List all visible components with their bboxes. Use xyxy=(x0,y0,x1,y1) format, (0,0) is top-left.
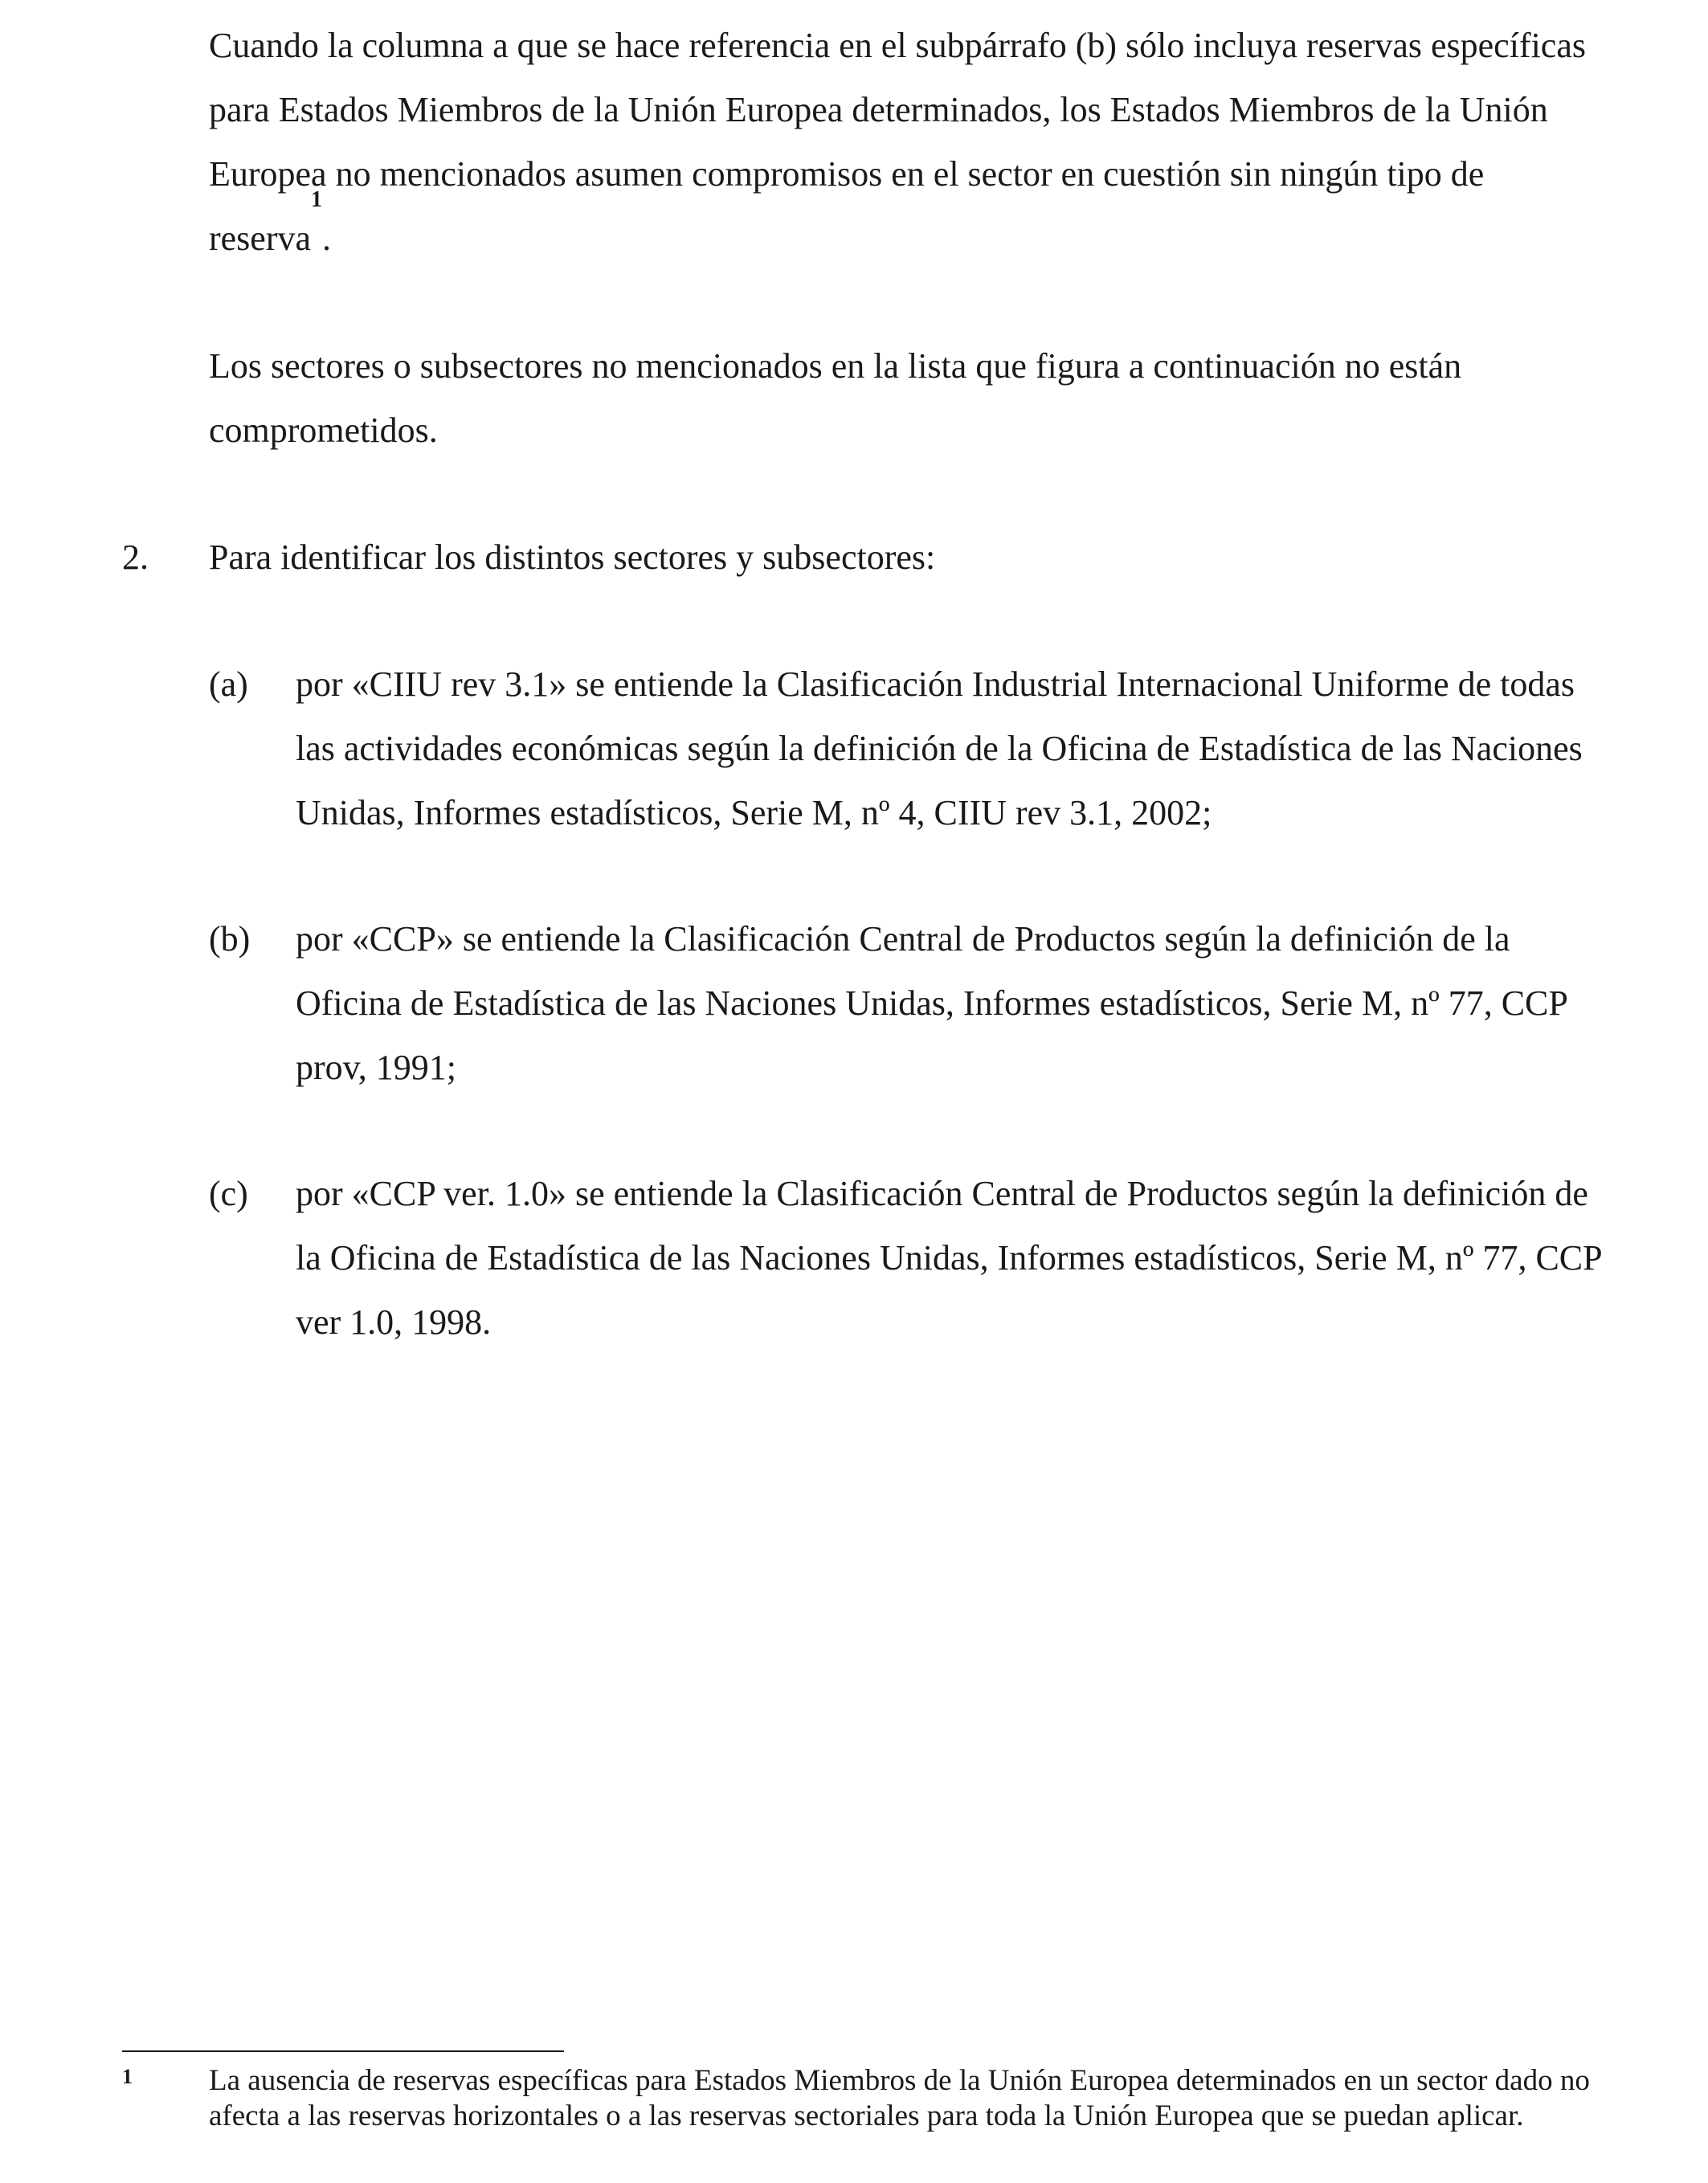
footnote-reference[interactable]: 1 xyxy=(311,187,323,212)
section-number: 2. xyxy=(122,538,149,577)
list-item-text: por «CIIU rev 3.1» se entiende la Clasificación Industrial Internacional Uniforme de todas las actividades económicas según la definición de la Oficina de Estadística de las Naciones Unidas, Informes estadísticos, Serie M, nº 4, CIIU rev 3.1, 2002; xyxy=(296,664,1583,832)
paragraph-text: Cuando la columna a que se hace referencia en el subpárrafo (b) sólo incluya reservas específicas para Estados Miembros de la Unión Europea determinados, los Estados Miembros de la Unión Europea no mencionados asumen compromisos en el sector en cuestión sin ningún tipo de reserva xyxy=(209,26,1586,258)
list-item-text: por «CCP ver. 1.0» se entiende la Clasificación Central de Productos según la definición de la Oficina de Estadística de las Naciones Unidas, Informes estadísticos, Serie M, nº 77, CCP ver 1.0, 1998. xyxy=(296,1174,1601,1342)
paragraph-uncommitted-sectors: Los sectores o subsectores no mencionados en la lista que figura a continuación no están comprometidos. xyxy=(209,346,1462,450)
section-heading-text: Para identificar los distintos sectores y subsectores: xyxy=(209,538,936,577)
list-item-label: (a) xyxy=(209,664,248,704)
list-item-label: (c) xyxy=(209,1174,248,1213)
paragraph-member-state-reservations xyxy=(209,14,1607,271)
list-item-label: (b) xyxy=(209,919,251,959)
footnote-text: La ausencia de reservas específicas para Estados Miembros de la Unión Europea determinados en un sector dado no afecta a las reservas horizontales o a las reservas sectoriales para toda la Unión Europea que se puedan aplicar. xyxy=(209,2064,1590,2132)
footnote-mark: 1 xyxy=(122,2065,133,2088)
list-item-text: por «CCP» se entiende la Clasificación Central de Productos según la definición de la Oficina de Estadística de las Naciones Unidas, Informes estadísticos, Serie M, nº 77, CCP prov, 1991; xyxy=(296,919,1567,1087)
footnote-separator xyxy=(122,2050,564,2052)
paragraph-end-punctuation: . xyxy=(322,219,332,258)
